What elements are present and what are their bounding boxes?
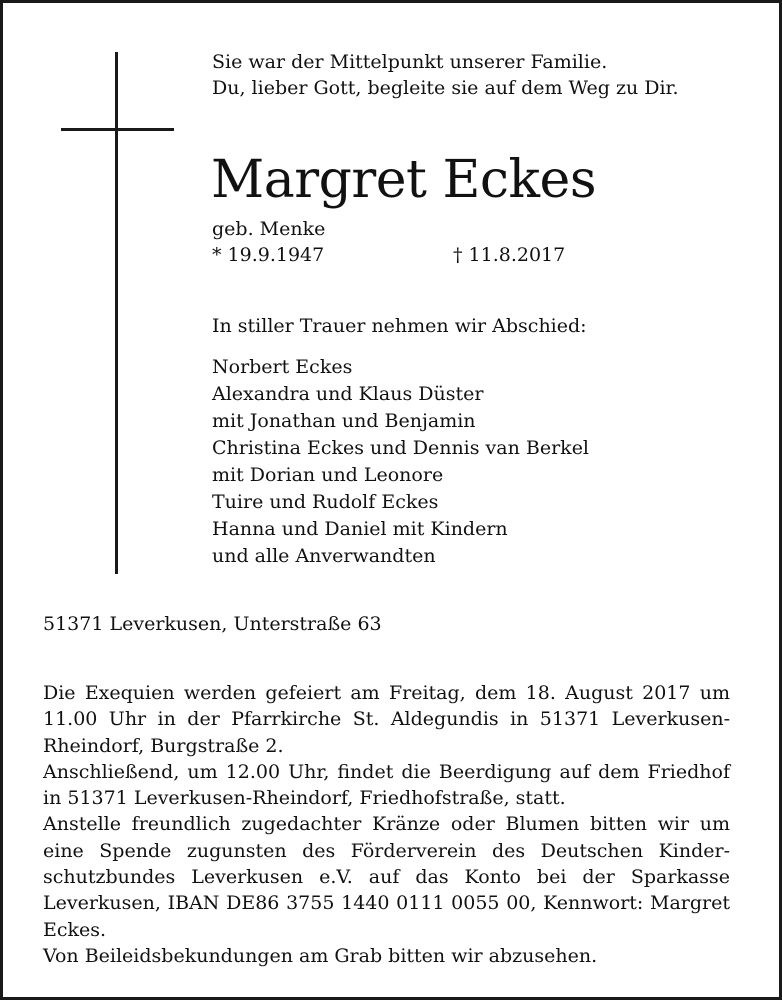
family-address: 51371 Leverkusen, Unterstraße 63 [43, 613, 382, 635]
mourners-list [212, 354, 589, 570]
paragraph-condolences: Von Beileidsbekundungen am Grab bitten wir abzusehen. [43, 944, 598, 967]
death-date: † 11.8.2017 [453, 244, 566, 266]
motto-line: Du, lieber Gott, begleite sie auf dem Weg zu Dir. [212, 77, 679, 99]
mourner-line: und alle Anverwandten [212, 545, 436, 567]
mourner-line: Christina Eckes und Dennis van Berkel [212, 437, 590, 459]
mourner-line: mit Dorian und Leonore [212, 464, 444, 486]
service-details [43, 680, 730, 969]
mourner-line: mit Jonathan und Benjamin [212, 410, 476, 432]
paragraph-donation: Anstelle freundlich zugedachter Kränze oder Blumen bitten wir um eine Spende zugunsten des Förderverein des Deutschen Kinderschutzbundes Leverkusen e.V. auf das Konto bei der Sparkasse Leverkusen, IBAN DE86 3755 1440 0111 0055 00, Kennwort: Margret Eckes. [43, 813, 730, 941]
motto-line: Sie war der Mittelpunkt unserer Familie. [212, 51, 608, 73]
mourners-intro: In stiller Trauer nehmen wir Abschied: [212, 315, 587, 337]
maiden-name: geb. Menke [212, 218, 326, 240]
deceased-name: Margret Eckes [211, 150, 596, 210]
mourner-line: Norbert Eckes [212, 356, 353, 378]
mourner-line: Hanna und Daniel mit Kindern [212, 518, 508, 540]
paragraph-burial: Anschließend, um 12.00 Uhr, findet die Beerdigung auf dem Friedhof in 51371 Leverkusen-Rheindorf, Friedhofstraße, statt. [43, 760, 730, 810]
birth-date: * 19.9.1947 [212, 244, 325, 266]
paragraph-exequien: Die Exequien werden gefeiert am Freitag, dem 18. August 2017 um 11.00 Uhr in der Pfarrkirche St. Aldegundis in 51371 Leverkusen-Rheindorf, Burgstraße 2. [43, 682, 730, 757]
mourner-line: Tuire und Rudolf Eckes [212, 491, 439, 513]
mourner-line: Alexandra und Klaus Düster [212, 383, 484, 405]
motto [212, 49, 679, 101]
cross-icon-crossbar [61, 128, 174, 131]
